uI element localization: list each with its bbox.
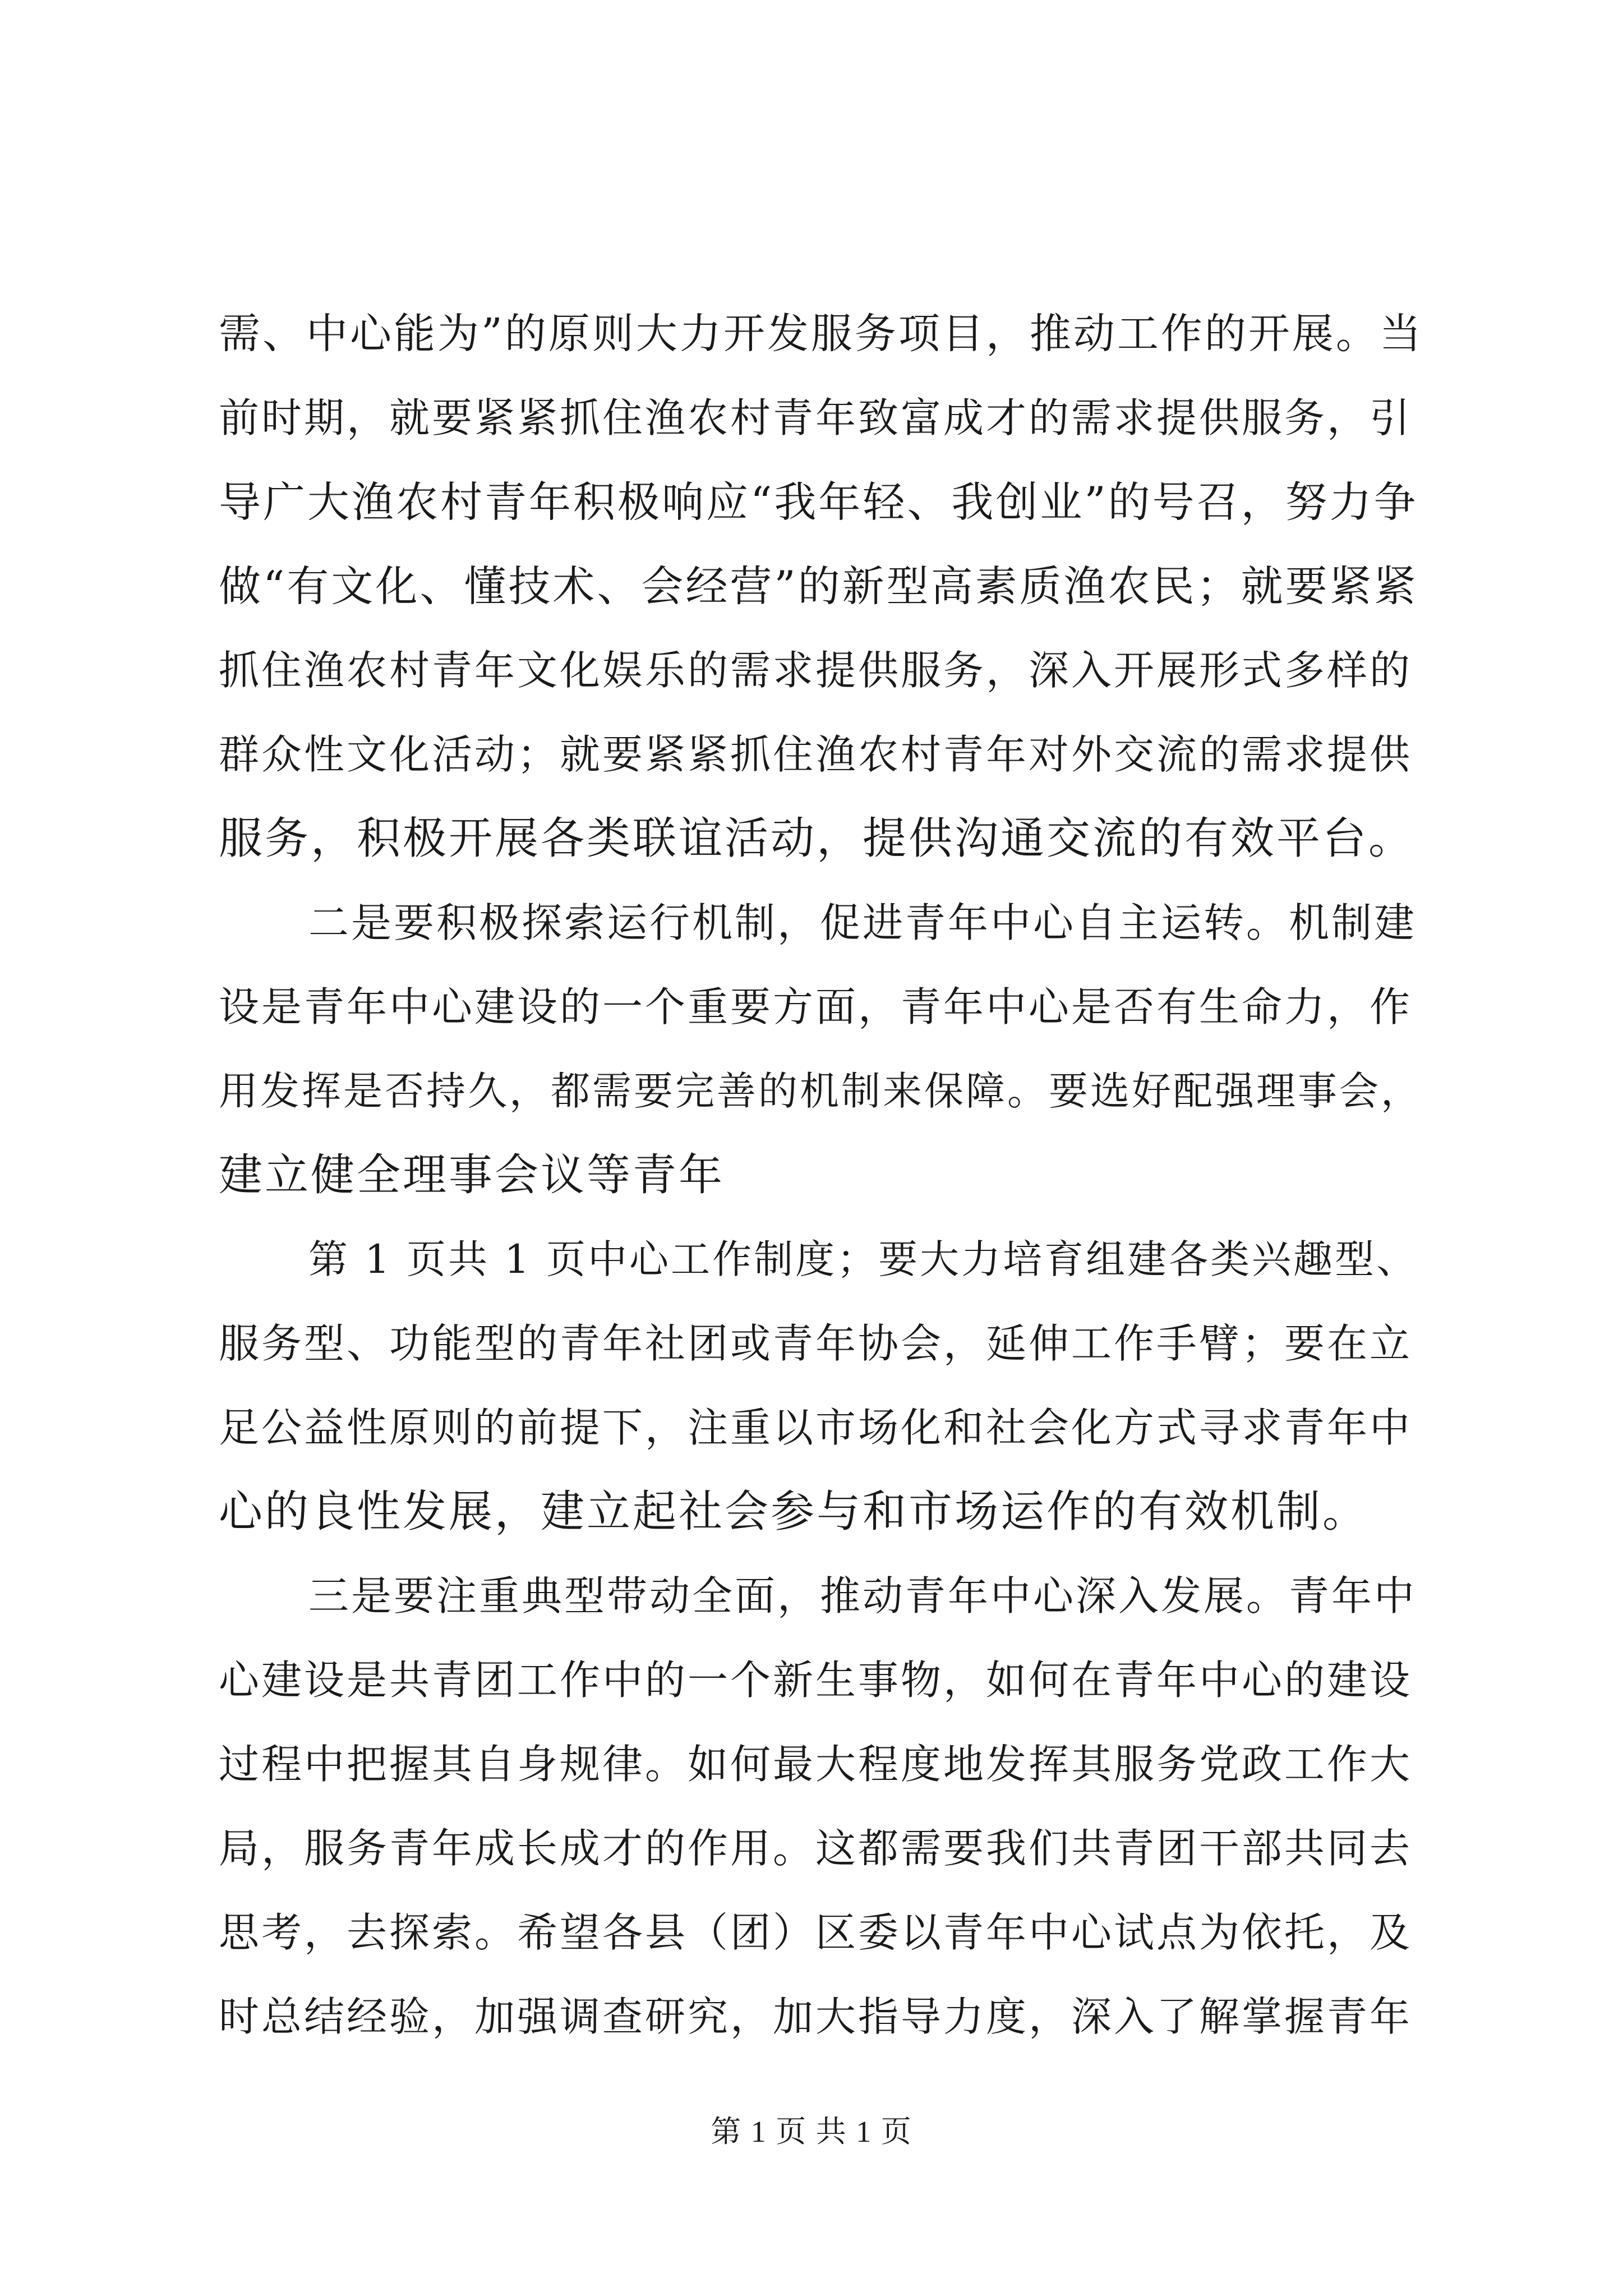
text-line: 足公益性原则的前提下，注重以市场化和社会化方式寻求青年中 xyxy=(219,1404,1413,1451)
text-line: 过程中把握其自身规律。如何最大程度地发挥其服务党政工作大 xyxy=(219,1741,1413,1788)
text-line: 设是青年中心建设的一个重要方面，青年中心是否有生命力，作 xyxy=(219,983,1413,1030)
text-line: 服务型、功能型的青年社团或青年协会，延伸工作手臂；要在立 xyxy=(219,1320,1413,1367)
text-line: 服务，积极开展各类联谊活动，提供沟通交流的有效平台。 xyxy=(219,813,1415,864)
text-line: 二是要积极探索运行机制，促进青年中心自主运转。机制建 xyxy=(308,899,1417,946)
text-line: 抓住渔农村青年文化娱乐的需求提供服务，深入开展形式多样的 xyxy=(219,647,1413,694)
text-line: 心的良性发展，建立起社会参与和市场运作的有效机制。 xyxy=(219,1487,1369,1537)
text-line: 时总结经验，加强调查研究，加大指导力度，深入了解掌握青年 xyxy=(219,1993,1413,2040)
text-line: 导广大渔农村青年积极响应“我年轻、我创业”的号召，努力争 xyxy=(219,477,1418,527)
text-line: 建立健全理事会议等青年 xyxy=(219,1150,725,1200)
page-footer: 第 1 页 共 1 页 xyxy=(711,2115,912,2148)
text-line: 第 1 页共 1 页中心工作制度；要大力培育组建各类兴趣型、 xyxy=(308,1236,1418,1282)
text-line: 做“有文化、懂技术、会经营”的新型高素质渔农民；就要紧紧 xyxy=(219,562,1418,611)
text-line: 用发挥是否持久，都需要完善的机制来保障。要选好配强理事会， xyxy=(219,1068,1422,1114)
text-line: 思考，去探索。希望各县（团）区委以青年中心试点为依托，及 xyxy=(219,1909,1413,1956)
body-text xyxy=(219,292,1424,2059)
text-line: 三是要注重典型带动全面，推动青年中心深入发展。青年中 xyxy=(308,1572,1417,1619)
text-line: 心建设是共青团工作中的一个新生事物，如何在青年中心的建设 xyxy=(219,1657,1413,1704)
text-line: 群众性文化活动；就要紧紧抓住渔农村青年对外交流的需求提供 xyxy=(219,731,1413,778)
text-line: 局，服务青年成长成才的作用。这都需要我们共青团干部共同去 xyxy=(219,1825,1413,1872)
text-line: 需、中心能为”的原则大力开发服务项目，推动工作的开展。当 xyxy=(219,310,1423,358)
text-line: 前时期，就要紧紧抓住渔农村青年致富成才的需求提供服务，引 xyxy=(219,394,1413,441)
